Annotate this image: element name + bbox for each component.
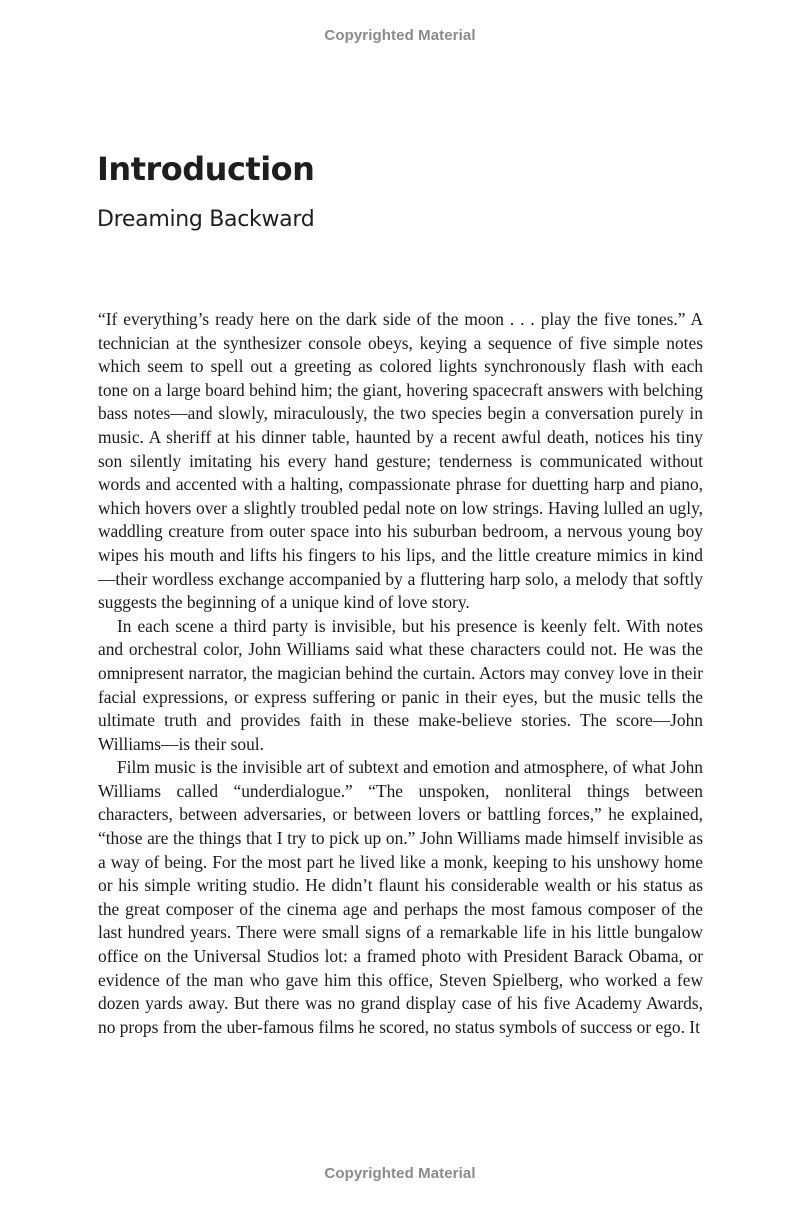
copyright-watermark-bottom: Copyrighted Material [324, 1165, 476, 1182]
paragraph-2: In each scene a third party is invisible, but his presence is keenly felt. With notes and orchestral color, John Williams said what these characters could not. He was the omnipresent narrator, the magician behind the curtain. Actors may convey love in their facial expressions, or express suffering or panic in their eyes, but the music tells the ultimate truth and provides faith in these make-believe stories. The score—John Williams—is their soul. [98, 615, 703, 754]
paragraph-3: Film music is the invisible art of subtext and emotion and atmosphere, of what John Williams called “underdialogue.” “The unspoken, nonliteral things between characters, between adversaries, or between lovers or battling forces,” he explained, “those are the things that I try to pick up on.” John Williams made himself invisible as a way of being. For the most part he lived like a monk, keeping to his unshowy home or his simple writing studio. He didn’t flaunt his considerable wealth or his status as the great composer of the cinema age and perhaps the most famous composer of the last hundred years. There were small signs of a remarkable life in his little bungalow office on the Universal Studios lot: a framed photo with President Barack Obama, or evidence of the man who gave him this office, Steven Spielberg, who worked a few dozen yards away. But there was no grand display case of his five Academy Awards, no props from the uber-famous films he scored, no status symbols of success or ego. It [98, 757, 703, 1037]
chapter-subtitle: Dreaming Backward [97, 207, 315, 232]
chapter-title: Introduction [97, 150, 315, 188]
body-text [98, 308, 703, 1039]
copyright-watermark-top: Copyrighted Material [324, 27, 476, 44]
paragraph-1: “If everything’s ready here on the dark side of the moon . . . play the five tones.” A technician at the synthesizer console obeys, keying a sequence of five simple notes which seem to spell out a greeting as colored lights synchronously flash with each tone on a large board behind him; the giant, hovering spacecraft answers with belching bass notes—and slowly, miraculously, the two species begin a conversation purely in music. A sheriff at his dinner table, haunted by a recent awful death, notices his tiny son silently imitating his every hand gesture; tenderness is communicated without words and accented with a halting, compassionate phrase for duetting harp and piano, which hovers over a slightly troubled pedal note on low strings. Having lulled an ugly, waddling creature from outer space into his suburban bedroom, a nervous young boy wipes his mouth and lifts his fingers to his lips, and the little creature mimics in kind—their wordless exchange accompanied by a fluttering harp solo, a melody that softly suggests the beginning of a unique kind of love story. [98, 309, 703, 613]
